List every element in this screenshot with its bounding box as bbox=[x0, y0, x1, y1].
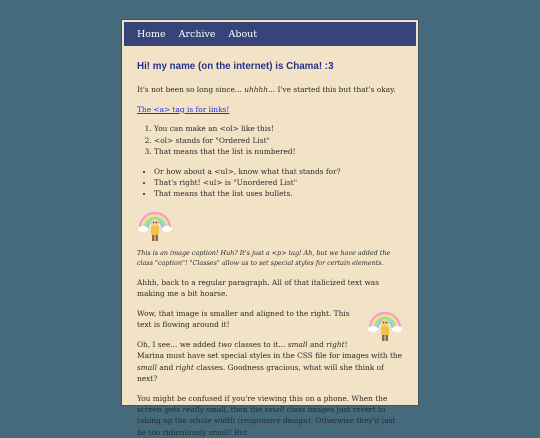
classes-paragraph bbox=[137, 339, 403, 385]
example-link[interactable]: The <a> tag is for links! bbox=[137, 104, 230, 114]
main-content bbox=[122, 46, 418, 438]
text-span: small, then the bbox=[203, 404, 265, 414]
unordered-list bbox=[137, 166, 403, 200]
emphasis: right bbox=[326, 339, 345, 349]
intro-paragraph bbox=[137, 84, 403, 95]
list-item: • Or how about a <ul>, know what that stands for? bbox=[154, 166, 403, 177]
wrap-paragraph: Wow, that image is smaller and aligned to the right. This text is flowing around it! bbox=[137, 308, 350, 330]
rainbow-character-icon bbox=[367, 308, 403, 344]
regular-paragraph: Ahhh, back to a regular paragraph. All of that italicized text was making me a bit hoarse. bbox=[137, 277, 380, 299]
image-caption: This is an image caption! Huh? It's just a <p> tag! Ah, but we have added the class "caption"! "Classes" allow us to set special styles for certain elements. bbox=[137, 248, 391, 267]
nav-about-link[interactable]: About bbox=[228, 28, 258, 40]
link-paragraph bbox=[137, 104, 403, 115]
emphasis: really bbox=[182, 404, 204, 414]
rainbow-character-icon bbox=[137, 208, 173, 244]
intro-text-end: ... I've started this but that's okay. bbox=[268, 85, 396, 95]
nav-home-link[interactable]: Home bbox=[137, 28, 166, 40]
list-item: 2. <ol> stands for "Ordered List" bbox=[154, 135, 403, 146]
list-item: • That means that the list uses bullets. bbox=[154, 188, 403, 199]
emphasis: small bbox=[264, 404, 285, 414]
text-span: You might be confused if you're viewing this on a phone. When the screen gets bbox=[137, 393, 388, 414]
emphasis: small bbox=[137, 362, 157, 372]
text-span: Oh, I see... we added bbox=[137, 339, 219, 349]
text-span: class images just revert to taking up the whole width (responsive design). Otherwise they'd just be too ridiculously small! But bbox=[137, 404, 396, 437]
nav-bar bbox=[124, 22, 416, 46]
nav-archive-link[interactable]: Archive bbox=[178, 28, 216, 40]
text-span: ! Marina must have set special styles in the CSS file for images with the bbox=[137, 339, 403, 361]
list-item: 3. That means that the list is numbered! bbox=[154, 146, 403, 157]
phone-paragraph bbox=[137, 393, 403, 438]
ordered-list bbox=[137, 123, 403, 157]
page-container bbox=[122, 20, 418, 437]
emphasis: right bbox=[175, 362, 194, 372]
page-heading: Hi! my name (on the internet) is Chama! :3 bbox=[137, 61, 334, 72]
intro-text-start: It's not been so long since... bbox=[137, 85, 245, 95]
list-item: • That's right! <ul> is "Unordered List" bbox=[154, 177, 403, 188]
text-span: classes. Goodness gracious, what will she think of next? bbox=[137, 362, 384, 384]
intro-emphasis: uhhhh bbox=[244, 85, 269, 95]
list-item: 1. You can make an <ol> like this! bbox=[154, 123, 403, 134]
text-span: classes to it... bbox=[231, 339, 288, 349]
text-span: and bbox=[156, 362, 176, 372]
text-span: and bbox=[307, 339, 327, 349]
emphasis: two bbox=[218, 339, 232, 349]
emphasis: small bbox=[287, 339, 308, 349]
